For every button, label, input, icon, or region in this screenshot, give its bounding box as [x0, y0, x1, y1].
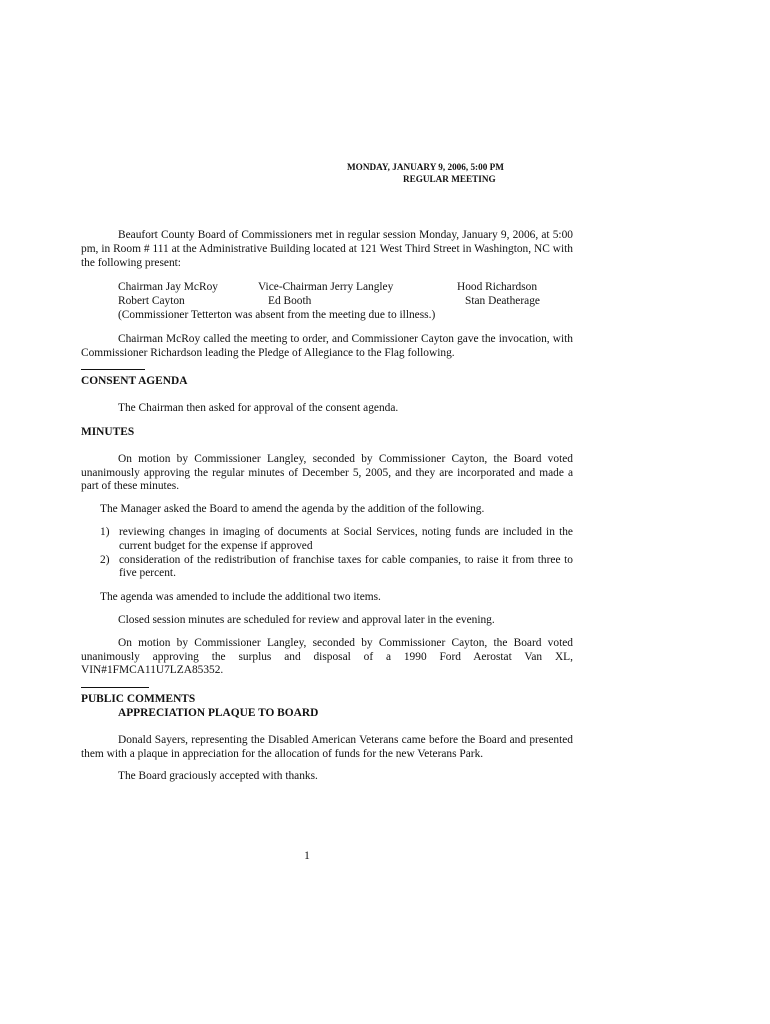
list-item-number: 2)	[100, 553, 110, 566]
consent-agenda-text: The Chairman then asked for approval of the consent agenda.	[118, 402, 399, 415]
closed-session-note: Closed session minutes are scheduled for review and approval later in the evening.	[118, 613, 495, 626]
meeting-type: REGULAR MEETING	[403, 174, 496, 184]
surplus-motion: On motion by Commissioner Langley, seconded by Commissioner Cayton, the Board voted unanimously approving the surplus and disposal of a 1990 Ford Aerostat Van XL, VIN#1FMCA11U7LZA85352.	[81, 636, 573, 677]
section-divider	[81, 369, 145, 370]
minutes-motion: On motion by Commissioner Langley, seconded by Commissioner Cayton, the Board voted unanimously approving the regular minutes of December 5, 2005, and they are incorporated and made a part of these minutes.	[81, 452, 573, 493]
section-divider	[81, 687, 149, 688]
meeting-date: MONDAY, JANUARY 9, 2006, 5:00 PM	[347, 162, 504, 172]
list-item	[100, 554, 573, 582]
list-item-number: 1)	[100, 525, 110, 538]
plaque-paragraph: Donald Sayers, representing the Disabled American Veterans came before the Board and presented them with a plaque in appreciation for the allocation of funds for the new Veterans Park.	[81, 733, 573, 760]
attendees-table	[118, 281, 540, 309]
attendee-name: Stan Deatherage	[465, 295, 540, 308]
public-comments-heading: PUBLIC COMMENTS	[81, 693, 196, 706]
list-item-text: consideration of the redistribution of franchise taxes for cable companies, to raise it from three to five percent.	[119, 553, 573, 580]
page-number: 1	[304, 850, 310, 862]
intro-paragraph: Beaufort County Board of Commissioners met in regular session Monday, January 9, 2006, at 5:00 pm, in Room # 111 at the Administrative Building located at 121 West Third Street in Washington, NC with the following present:	[81, 229, 573, 269]
list-item-text: reviewing changes in imaging of documents at Social Services, noting funds are included in the current budget for the expense if approved	[119, 525, 573, 552]
list-item	[100, 526, 573, 554]
attendee-name: Hood Richardson	[457, 281, 538, 294]
absent-note: (Commissioner Tetterton was absent from the meeting due to illness.)	[118, 308, 436, 321]
document-body	[81, 229, 573, 793]
attendee-name: Robert Cayton	[118, 295, 185, 308]
attendees-row	[118, 295, 540, 309]
amend-request: The Manager asked the Board to amend the agenda by the addition of the following.	[100, 503, 485, 516]
attendee-name: Vice-Chairman Jerry Langley	[258, 281, 394, 294]
attendee-name: Ed Booth	[268, 295, 312, 308]
appreciation-subheading: APPRECIATION PLAQUE TO BOARD	[118, 706, 319, 719]
attendee-name: Chairman Jay McRoy	[118, 281, 218, 294]
invocation-paragraph: Chairman McRoy called the meeting to order, and Commissioner Cayton gave the invocation, with Commissioner Richardson leading the Pledge of Allegiance to the Flag following.	[81, 332, 573, 359]
amendment-list	[81, 526, 573, 581]
accepted-paragraph: The Board graciously accepted with thanks.	[118, 770, 318, 783]
document-header	[347, 161, 567, 185]
attendees-row	[118, 281, 540, 295]
agenda-amended: The agenda was amended to include the additional two items.	[100, 591, 381, 604]
consent-agenda-heading: CONSENT AGENDA	[81, 375, 188, 388]
minutes-heading: MINUTES	[81, 425, 135, 438]
